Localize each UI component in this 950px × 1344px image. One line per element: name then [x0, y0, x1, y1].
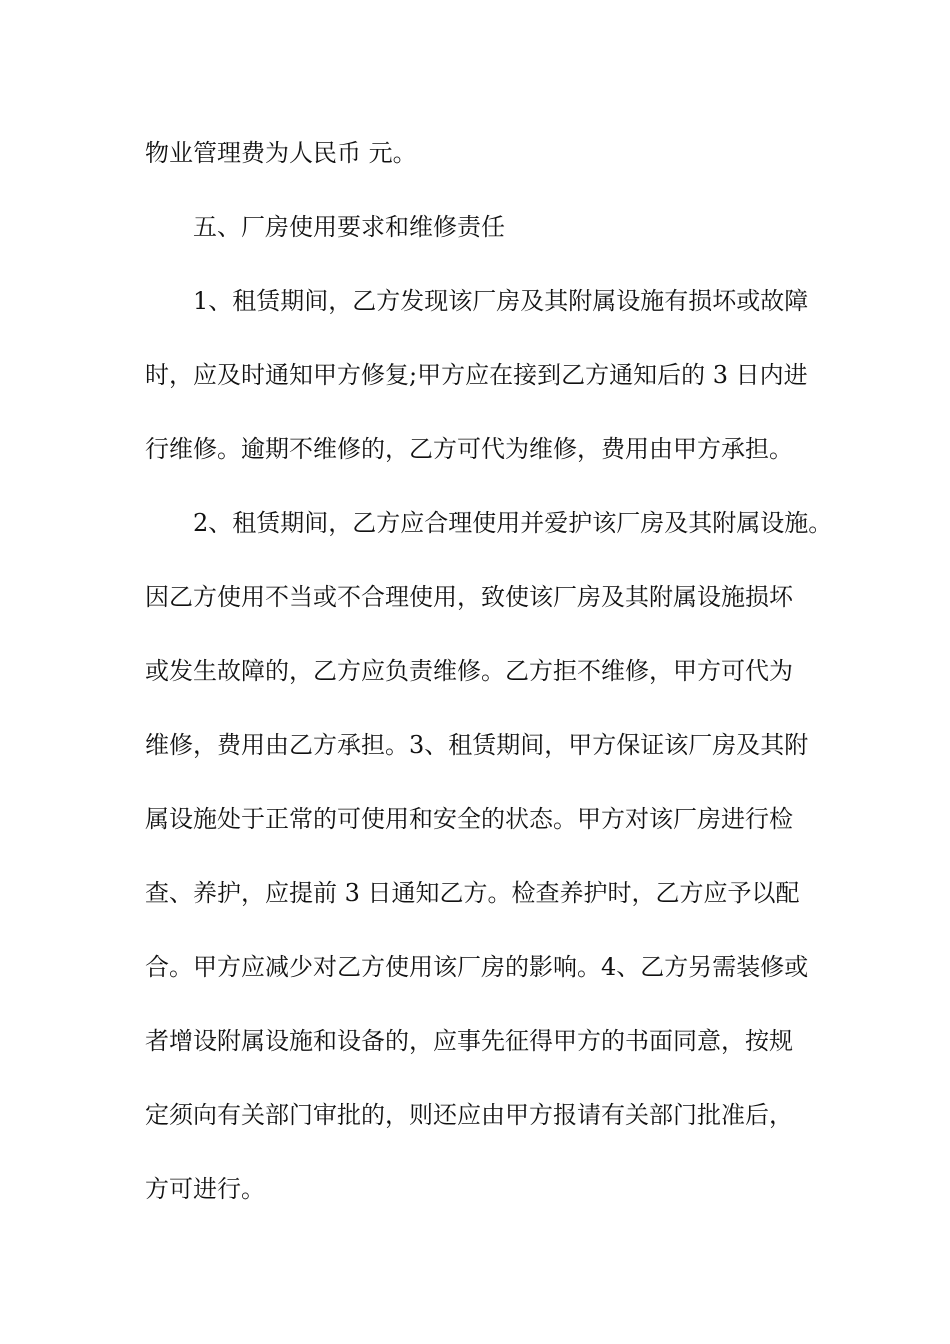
clause-3-line-3: 合。甲方应减少对乙方使用该厂房的影响。4、乙方另需装修或	[145, 953, 809, 981]
clause-1-line-3: 行维修。逾期不维修的，乙方可代为维修，费用由甲方承担。	[145, 435, 793, 463]
section-heading: 五、厂房使用要求和维修责任	[193, 213, 505, 241]
clause-1-line-1: 1、租赁期间，乙方发现该厂房及其附属设施有损坏或故障	[193, 287, 809, 315]
clause-2-line-4: 维修，费用由乙方承担。3、租赁期间，甲方保证该厂房及其附	[145, 731, 809, 759]
clause-4-line-1: 者增设附属设施和设备的，应事先征得甲方的书面同意，按规	[145, 1027, 793, 1055]
clause-2-line-2: 因乙方使用不当或不合理使用，致使该厂房及其附属设施损坏	[145, 583, 793, 611]
clause-2-line-3: 或发生故障的，乙方应负责维修。乙方拒不维修，甲方可代为	[145, 657, 793, 685]
clause-3-line-1: 属设施处于正常的可使用和安全的状态。甲方对该厂房进行检	[145, 805, 793, 833]
clause-3-line-2: 查、养护，应提前 3 日通知乙方。检查养护时，乙方应予以配	[145, 879, 800, 907]
clause-1-line-2: 时，应及时通知甲方修复;甲方应在接到乙方通知后的 3 日内进	[145, 361, 808, 389]
document-body	[145, 133, 833, 1243]
text-line-fee: 物业管理费为人民币 元。	[145, 139, 417, 167]
clause-2-line-1: 2、租赁期间，乙方应合理使用并爱护该厂房及其附属设施。	[193, 509, 833, 537]
clause-4-line-2: 定须向有关部门审批的，则还应由甲方报请有关部门批准后，	[145, 1101, 793, 1129]
clause-4-line-3: 方可进行。	[145, 1175, 265, 1203]
